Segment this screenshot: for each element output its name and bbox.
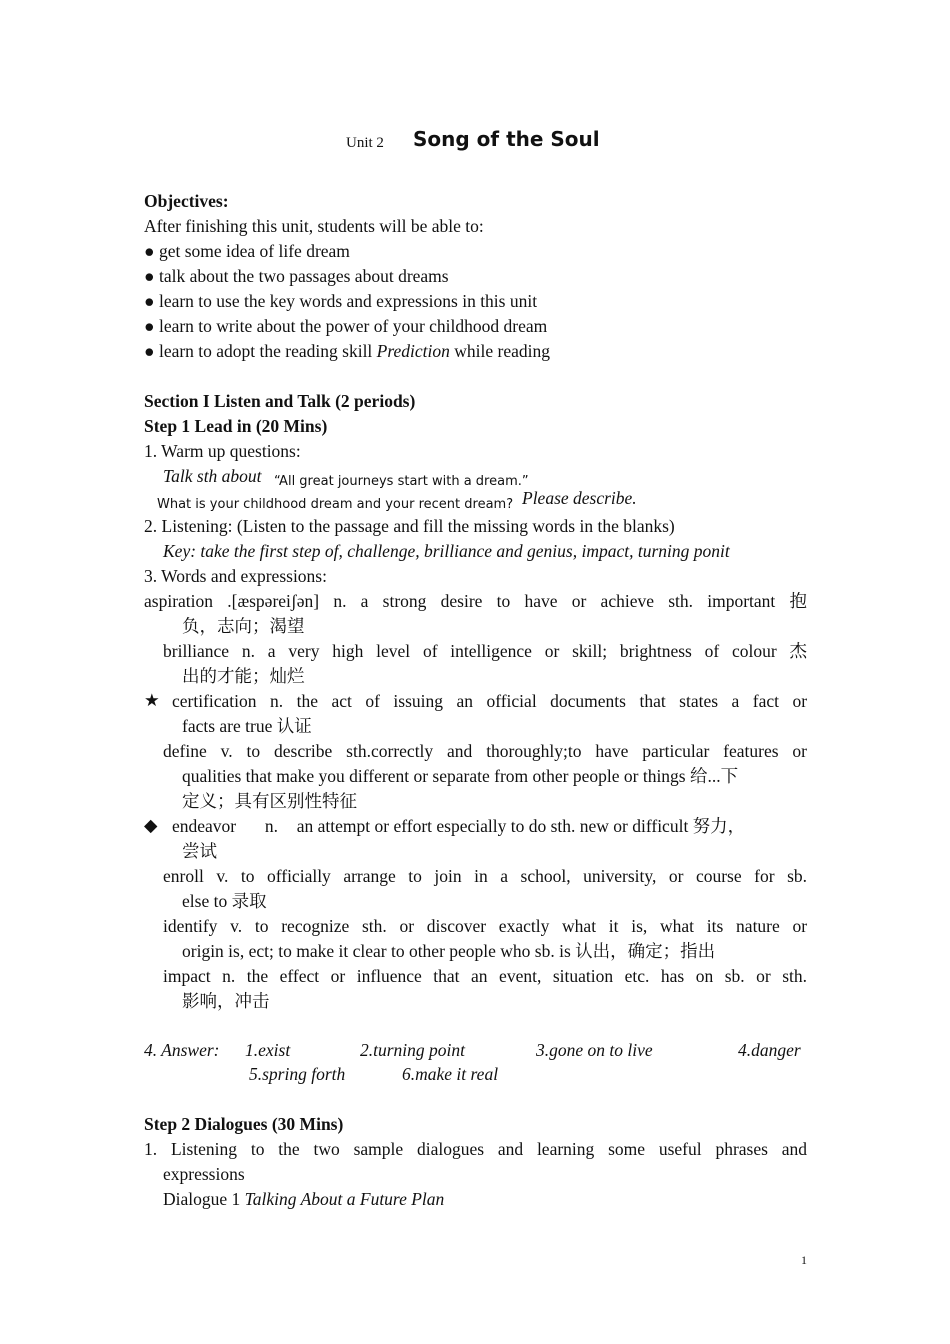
vocab-definition: an attempt or effort especially to do sth. new or difficult 努力，	[296, 816, 746, 836]
vocab-pos: v.	[230, 916, 243, 936]
vocab-def-word: the	[296, 691, 318, 711]
objective-emphasis: Prediction	[376, 341, 450, 361]
vocab-def-word: official	[486, 691, 537, 711]
vocab-translation: 影响，冲击	[182, 991, 270, 1011]
vocab-def-word: states	[679, 691, 719, 711]
vocab-definition: else to 录取	[182, 891, 267, 911]
vocab-def-word: is,	[631, 916, 648, 936]
vocab-def-word: what	[660, 916, 695, 936]
answer-label: 4. Answer:	[144, 1040, 220, 1060]
vocab-def-word: fact	[752, 691, 780, 711]
vocab-entry-endeavor	[172, 816, 745, 837]
diamond-mark-icon: ◆	[144, 815, 158, 835]
objectives-heading: Objectives:	[144, 191, 229, 211]
dialogue-instruction-cont: expressions	[163, 1164, 245, 1184]
vocab-translation: 负，志向；渴望	[182, 616, 305, 636]
vocab-definition: to officially arrange to join in a school, university, or course for sb.	[240, 866, 807, 886]
bullet: ●	[144, 316, 155, 336]
vocab-entry-aspiration	[144, 591, 807, 612]
vocab-pos: n.	[333, 591, 347, 611]
vocab-def-word: it	[608, 916, 619, 936]
vocab-definition: origin is, ect; to make it clear to other people who sb. is 认出，确定；指出	[182, 941, 716, 961]
objective-item	[144, 316, 547, 337]
vocab-def-word: documents	[550, 691, 626, 711]
objective-text: get some idea of life dream	[158, 241, 350, 261]
instruction-word: useful	[658, 1139, 702, 1159]
instruction-word: dialogues	[416, 1139, 485, 1159]
vocab-def-word: an	[456, 691, 473, 711]
answer-item: 1.exist	[245, 1040, 291, 1060]
vocab-definition: to describe sth.correctly and thoroughly;to have particular features or	[246, 741, 808, 761]
vocab-entry-impact	[163, 966, 807, 987]
please-describe: Please describe.	[522, 488, 637, 508]
words-heading: 3. Words and expressions:	[144, 566, 327, 586]
step-heading: Step 2 Dialogues (30 Mins)	[144, 1114, 344, 1134]
instruction-word: to	[250, 1139, 265, 1159]
objective-item	[144, 291, 537, 312]
page-title: Song of the Soul	[413, 127, 600, 151]
vocab-pos: v.	[220, 741, 233, 761]
instruction-word: sample	[353, 1139, 404, 1159]
vocab-translation: 出的才能；灿烂	[182, 666, 305, 686]
objective-item	[144, 266, 449, 287]
answer-item: 2.turning point	[360, 1040, 466, 1060]
vocab-def-word: or	[792, 691, 808, 711]
vocab-def-word: or	[792, 916, 808, 936]
vocab-pos: v.	[216, 866, 229, 886]
vocab-entry-certification	[172, 691, 807, 712]
vocab-def-word: to	[254, 916, 269, 936]
vocab-pos: n.	[222, 966, 236, 986]
vocab-def-word: discover	[426, 916, 487, 936]
instruction-word: learning	[536, 1139, 595, 1159]
vocab-word: brilliance	[163, 641, 230, 661]
instruction-word: phrases	[715, 1139, 768, 1159]
vocab-word: enroll	[163, 866, 204, 886]
warmup-heading: 1. Warm up questions:	[144, 441, 301, 461]
vocab-def-word: recognize	[281, 916, 350, 936]
vocab-word: identify	[163, 916, 218, 936]
instruction-word: 1.	[144, 1139, 158, 1159]
vocab-definition: qualities that make you different or separate from other people or things 给...下	[182, 766, 739, 786]
instruction-word: some	[608, 1139, 646, 1159]
vocab-def-word: what	[562, 916, 597, 936]
vocab-def-word: sth.	[361, 916, 387, 936]
vocab-def-word: a	[731, 691, 740, 711]
vocab-def-word: exactly	[498, 916, 550, 936]
instruction-word: and	[497, 1139, 524, 1159]
listening-key: Key: take the first step of, challenge, brilliance and genius, impact, turning ponit	[163, 541, 730, 561]
vocab-translation: 杰	[789, 641, 808, 661]
vocab-word: certification	[172, 691, 257, 711]
objective-text: learn to adopt the reading skill	[158, 341, 373, 361]
answer-item: 4.danger	[738, 1040, 801, 1060]
instruction-word: Listening	[170, 1139, 238, 1159]
vocab-definition: a very high level of intelligence or skill; brightness of colour	[267, 641, 777, 661]
listening-instruction: 2. Listening: (Listen to the passage and fill the missing words in the blanks)	[144, 516, 675, 536]
vocab-translation: 抱	[789, 591, 808, 611]
vocab-word: define	[163, 741, 207, 761]
page-number: 1	[801, 1253, 807, 1267]
instruction-word: two	[313, 1139, 340, 1159]
objectives-intro: After finishing this unit, students will be able to:	[144, 216, 484, 236]
unit-label: Unit 2	[346, 135, 384, 151]
vocab-word: aspiration .[æspəreiʃən]	[144, 591, 320, 611]
vocab-translation: 尝试	[182, 841, 217, 861]
answer-item: 5.spring forth	[249, 1064, 346, 1084]
vocab-def-word: or	[399, 916, 415, 936]
vocab-pos: n.	[241, 641, 255, 661]
dialogue-title: Talking About a Future Plan	[244, 1189, 445, 1209]
objective-text: talk about the two passages about dreams	[158, 266, 449, 286]
vocab-def-word: act	[331, 691, 352, 711]
vocab-pos: n.	[264, 816, 279, 836]
vocab-def-word: of	[365, 691, 380, 711]
vocab-def-word: its	[706, 916, 724, 936]
vocab-translation: 定义；具有区别性特征	[182, 791, 357, 811]
vocab-entry-brilliance	[163, 641, 807, 662]
step-heading: Step 1 Lead in (20 Mins)	[144, 416, 328, 436]
vocab-definition: facts are true 认证	[182, 716, 312, 736]
star-mark-icon: ★	[144, 690, 160, 710]
vocab-def-word: that	[639, 691, 666, 711]
vocab-pos: n.	[270, 691, 284, 711]
vocab-entry-identify	[163, 916, 807, 937]
quote-text: “All great journeys start with a dream.”	[274, 474, 529, 489]
talk-about-label: Talk sth about	[163, 466, 262, 486]
vocab-entry-define	[163, 741, 807, 762]
vocab-word: endeavor	[172, 816, 237, 836]
dialogue-label: Dialogue 1	[163, 1189, 241, 1209]
vocab-entry-enroll	[163, 866, 807, 887]
objective-tail: while reading	[454, 341, 551, 361]
section-heading: Section I Listen and Talk (2 periods)	[144, 391, 416, 411]
vocab-definition: the effect or influence that an event, situation etc. has on sb. or sth.	[246, 966, 808, 986]
vocab-definition: a strong desire to have or achieve sth. important	[360, 591, 776, 611]
dream-question: What is your childhood dream and your recent dream?	[157, 497, 514, 512]
instruction-word: and	[781, 1139, 808, 1159]
answer-item: 6.make it real	[402, 1064, 499, 1084]
instruction-word: the	[278, 1139, 300, 1159]
objective-text: learn to use the key words and expressions in this unit	[158, 291, 538, 311]
dialogue-instruction	[144, 1139, 807, 1160]
objective-item	[144, 241, 350, 262]
vocab-word: impact	[163, 966, 211, 986]
bullet: ●	[144, 266, 155, 286]
objective-item	[144, 341, 550, 362]
dialogue-heading	[163, 1189, 444, 1210]
answer-item: 3.gone on to live	[536, 1040, 653, 1060]
vocab-def-word: nature	[736, 916, 780, 936]
bullet: ●	[144, 291, 155, 311]
bullet: ●	[144, 341, 155, 361]
objective-text: learn to write about the power of your childhood dream	[158, 316, 548, 336]
vocab-def-word: issuing	[393, 691, 443, 711]
bullet: ●	[144, 241, 155, 261]
